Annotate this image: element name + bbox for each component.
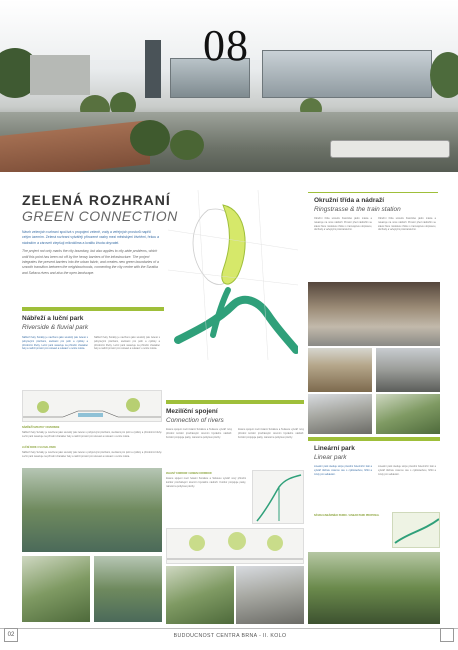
riverside-aerial-image xyxy=(22,468,162,552)
ringstrasse-text-2: Okružní třída uzavírá historické jádro města a navazuje na nové nádraží. Prostor před nádražím se stává živou městskou třídou s tramvajovou dopravou, obchody a veřejnými prostranstvími. xyxy=(378,217,436,232)
market-image xyxy=(308,348,372,392)
section-sketch-svg xyxy=(23,391,162,422)
linear-bar xyxy=(308,437,440,441)
riverside-text: Nábřeží řeky Svratky je navrženo jako souvislý pás zeleně s pobytovými plochami, stezkami pro pěší a cyklisty a přírodními břehy. Luční park navazuje na přírodní charakter řeky a nabízí prostor pro rekreaci a relaxaci v centru města. xyxy=(22,336,88,351)
green-ring-shape xyxy=(222,205,245,284)
riverside-section-sketch xyxy=(22,390,162,422)
page-number-large: 08 xyxy=(203,21,249,70)
intro-en: The project not only marks the city boundary, but also applies to city-wide problems, which until this point has been cut off by the heavy barriers of the infrastructure. The project integrates the present barriers into the urban fabric, and creates new green boundaries of a smooth transition between the neighbourhoods, connecting the city centre with the Svratka and Svitava rivers and also the open landscape. xyxy=(22,249,159,275)
tram xyxy=(330,140,450,158)
linear-title-en: Linear park xyxy=(314,454,347,461)
linear-park-map xyxy=(392,512,440,548)
linear-title-cs: Lineární park xyxy=(314,445,355,452)
station-canopy-image xyxy=(308,282,440,346)
riverside-detail-2: Nábřeží řeky Svratky je navrženo jako souvislý pás zeleně s pobytovými plochami, stezkami pro pěší a cyklisty a přírodními břehy. Luční park navazuje na přírodní charakter řeky a nabízí prostor pro rekreaci a relaxaci v centru města. xyxy=(22,451,162,458)
connection-bar xyxy=(166,400,304,404)
tree xyxy=(430,52,458,98)
green-corridor xyxy=(178,300,296,350)
riverside-caption-1: NÁBŘEŽÍ SVRATKY / RIVERSIDE xyxy=(22,426,60,429)
connection-section-sketch xyxy=(166,528,304,564)
footer-line xyxy=(0,628,458,629)
tram-street-image xyxy=(376,348,440,392)
tree xyxy=(170,130,204,160)
linear-park-image xyxy=(308,552,440,624)
hero-image xyxy=(0,0,458,172)
connection-title-cs: Mezilíční spojení xyxy=(166,408,218,415)
building xyxy=(30,55,90,95)
connection-title-en: Connection of rivers xyxy=(166,417,224,424)
footer-title: BUDOUCNOST CENTRA BRNA - II. KOLO xyxy=(173,633,287,639)
connection-diagram-svg xyxy=(253,471,304,524)
connection-detail: Zelené spojení mezi řekami Svratkou a Svitavou vytváří nový přírodní koridor procházející územím bývalého nádraží. Koridor propojuje parky, náměstí a pobytové plochy. xyxy=(166,477,246,488)
riverside-path-image xyxy=(22,556,90,622)
connection-text-2: Zelené spojení mezi řekami Svratkou a Svitavou vytváří nový přírodní koridor procházející územím bývalého nádraží. Koridor propojuje parky, náměstí a pobytové plochy. xyxy=(238,428,304,439)
city-street-image xyxy=(308,394,372,434)
riverside-text-2: Nábřeží řeky Svratky je navrženo jako souvislý pás zeleně s pobytovými plochami, stezkami pro pěší a cyklisty a přírodními břehy. Luční park navazuje na přírodní charakter řeky a nabízí prostor pro rekreaci a relaxaci v centru města. xyxy=(94,336,160,351)
connection-park-image xyxy=(166,566,234,624)
footer-page-box-right xyxy=(440,628,454,642)
connection-caption: ZELENÝ KORIDOR / GREEN CORRIDOR xyxy=(166,472,212,475)
ringstrasse-text: Okružní třída uzavírá historické jádro města a navazuje na nové nádraží. Prostor před nádražím se stává živou městskou třídou s tramvajovou dopravou, obchody a veřejnými prostranstvími. xyxy=(314,217,372,232)
section-rule xyxy=(308,192,438,193)
connection-sketch-svg xyxy=(167,529,304,564)
riverside-title-en: Riverside & fluvial park xyxy=(22,324,89,331)
connection-diagram xyxy=(252,470,304,524)
intro-cs: Návrh zelených rozhraní spočívá v propojení zeleně, vody a veřejných prostorů napříč celým územím. Zelená rozhraní vytvářejí přirozené vazby mezi městskými čtvrtěmi, řekou a nádražím a zároveň zlepšují mikroklima a kvalitu života obyvatel. xyxy=(22,230,159,245)
connection-plaza-image xyxy=(236,566,304,624)
station-building xyxy=(262,50,432,98)
footer-page-number: 02 xyxy=(4,628,18,642)
title-en: GREEN CONNECTION xyxy=(22,208,178,224)
riverside-water-image xyxy=(94,556,162,622)
riverside-bar xyxy=(22,307,164,311)
riverside-caption-2: LUČNÍ PARK / FLUVIAL PARK xyxy=(22,446,56,449)
ringstrasse-title-cs: Okružní třída a nádraží xyxy=(314,197,385,204)
map-svg xyxy=(168,190,298,360)
title-cs: ZELENÁ ROZHRANÍ xyxy=(22,192,171,208)
riverside-detail-1: Nábřeží řeky Svratky je navrženo jako souvislý pás zeleně s pobytovými plochami, stezkami pro pěší a cyklisty a přírodními břehy. Luční park navazuje na přírodní charakter řeky a nabízí prostor pro rekreaci a relaxaci v centru města. xyxy=(22,431,162,438)
linear-text: Lineární park sleduje stopu původní železniční trati a vytváří klidnou zelenou osu s cyklostezkou, hřišti a místy pro setkávání. xyxy=(314,465,372,476)
tower-building xyxy=(145,40,161,98)
riverside-title-cs: Nábřeží a luční park xyxy=(22,315,84,322)
linear-caption: NÁVRH LINEÁRNÍHO PARKU / LINEAR PARK PROPOSAL xyxy=(314,514,380,517)
connection-text: Zelené spojení mezi řekami Svratkou a Svitavou vytváří nový přírodní koridor procházející územím bývalého nádraží. Koridor propojuje parky, náměstí a pobytové plochy. xyxy=(166,428,232,439)
linear-text-2: Lineární park sleduje stopu původní železniční trati a vytváří klidnou zelenou osu s cyklostezkou, hřišti a místy pro setkávání. xyxy=(378,465,436,476)
tree xyxy=(130,120,170,156)
linear-map-svg xyxy=(393,513,440,548)
intro-text xyxy=(22,230,160,279)
ringstrasse-title-en: Ringstrasse & the train station xyxy=(314,206,401,213)
boulevard-image xyxy=(376,394,440,434)
green-connection-map xyxy=(168,190,298,360)
